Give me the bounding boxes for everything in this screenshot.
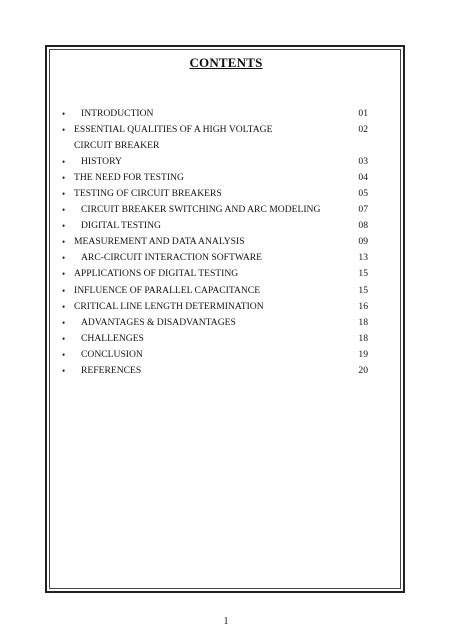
bullet-icon: • bbox=[62, 125, 66, 136]
toc-entry-label: HISTORY bbox=[81, 155, 122, 167]
footer-page-number: 1 bbox=[223, 616, 229, 627]
toc-entry bbox=[62, 315, 368, 331]
bullet-icon: • bbox=[62, 172, 66, 183]
bullet-icon: • bbox=[62, 349, 66, 360]
toc-entry-label: CIRCUIT BREAKER SWITCHING AND ARC MODELING bbox=[81, 204, 321, 216]
toc-entry-page: 13 bbox=[358, 252, 368, 264]
toc-entry-label: TESTING OF CIRCUIT BREAKERS bbox=[74, 187, 222, 199]
toc-entry bbox=[62, 122, 368, 138]
toc-entry-label: APPLICATIONS OF DIGITAL TESTING bbox=[74, 268, 239, 280]
contents-title: CONTENTS bbox=[189, 55, 263, 70]
toc-entry-page: 09 bbox=[358, 236, 368, 248]
toc-entry-label: CONCLUSION bbox=[81, 348, 143, 360]
toc-entry-page: 16 bbox=[358, 300, 368, 312]
toc-entry-page: 02 bbox=[358, 124, 368, 136]
toc-entry-label: CRITICAL LINE LENGTH DETERMINATION bbox=[74, 300, 264, 312]
toc-entry-label: ESSENTIAL QUALITIES OF A HIGH VOLTAGE bbox=[74, 124, 273, 136]
toc-entry-label: ARC-CIRCUIT INTERACTION SOFTWARE bbox=[81, 252, 263, 264]
bullet-icon: • bbox=[62, 253, 66, 264]
toc-entry-label: INFLUENCE OF PARALLEL CAPACITANCE bbox=[74, 284, 261, 296]
bullet-icon: • bbox=[62, 333, 66, 344]
bullet-icon: • bbox=[62, 156, 66, 167]
toc-entry-label: INTRODUCTION bbox=[81, 108, 154, 119]
toc-entry bbox=[62, 138, 368, 154]
bullet-icon: • bbox=[62, 205, 66, 216]
toc-entry-page: 05 bbox=[358, 187, 368, 199]
toc-entry-page: 18 bbox=[358, 332, 368, 344]
toc-entry bbox=[62, 202, 368, 218]
toc-entry bbox=[62, 283, 368, 299]
toc-entry-page: 15 bbox=[358, 268, 368, 280]
toc-entry-label: ADVANTAGES & DISADVANTAGES bbox=[81, 316, 236, 328]
toc-entry bbox=[62, 266, 368, 282]
toc-entry bbox=[62, 106, 368, 122]
toc-entry bbox=[62, 331, 368, 347]
toc-entry-page: 07 bbox=[358, 204, 368, 216]
toc-entry-page: 15 bbox=[358, 284, 368, 296]
toc-entry-page: 20 bbox=[358, 365, 368, 376]
bullet-icon: • bbox=[62, 301, 66, 312]
toc-entry bbox=[62, 234, 368, 250]
toc-entry-page: 08 bbox=[358, 220, 368, 232]
bullet-icon: • bbox=[62, 237, 66, 248]
toc-entry bbox=[62, 299, 368, 315]
bullet-icon: • bbox=[62, 221, 66, 232]
toc-entry bbox=[62, 170, 368, 186]
toc-entry bbox=[62, 347, 368, 363]
bullet-icon: • bbox=[62, 285, 66, 296]
toc-entry-label: REFERENCES bbox=[81, 365, 142, 376]
toc-entry bbox=[62, 363, 368, 379]
bullet-icon: • bbox=[62, 317, 66, 328]
toc-entry-page: 18 bbox=[358, 316, 368, 328]
toc-entry bbox=[62, 186, 368, 202]
toc-entry bbox=[62, 250, 368, 266]
bullet-icon: • bbox=[62, 366, 66, 376]
toc-entry-page: 01 bbox=[358, 108, 368, 119]
toc-entry-label: CHALLENGES bbox=[81, 332, 144, 344]
bullet-icon: • bbox=[62, 188, 66, 199]
toc-entry bbox=[62, 218, 368, 234]
toc-entry bbox=[62, 154, 368, 170]
toc-entry-label: DIGITAL TESTING bbox=[81, 220, 161, 232]
toc-entry-page: 19 bbox=[358, 348, 368, 360]
toc-entry-label: THE NEED FOR TESTING bbox=[74, 171, 184, 183]
toc-entry-page: 03 bbox=[358, 155, 368, 167]
toc-entry-label: CIRCUIT BREAKER bbox=[74, 139, 160, 151]
bullet-icon: • bbox=[62, 109, 66, 119]
toc-entry-label: MEASUREMENT AND DATA ANALYSIS bbox=[74, 236, 245, 248]
bullet-icon: • bbox=[62, 269, 66, 280]
toc-entry-page: 04 bbox=[358, 171, 368, 183]
table-of-contents bbox=[62, 106, 368, 379]
